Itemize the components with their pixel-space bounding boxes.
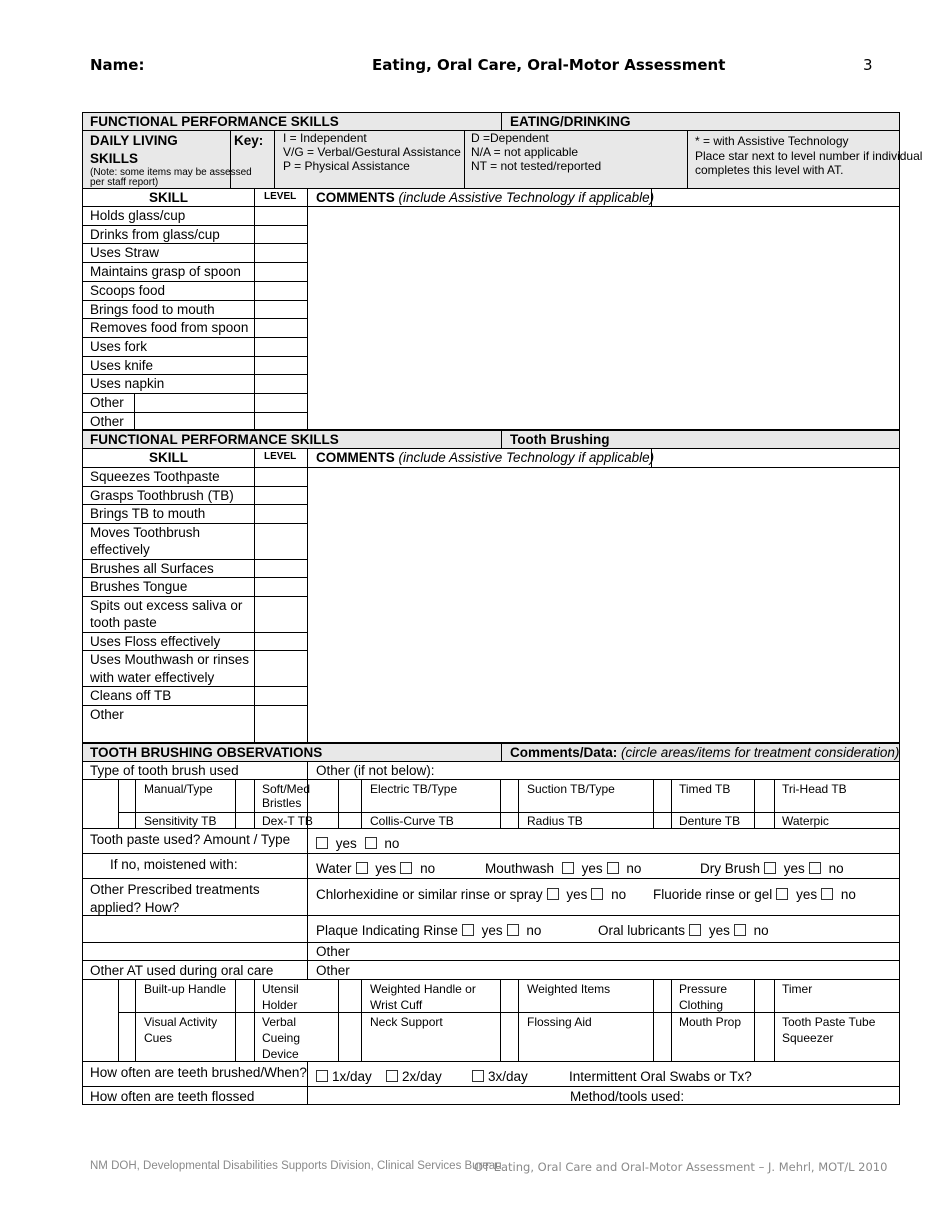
brush-dex-t: Dex-T TB	[262, 814, 313, 828]
frequency-options: 1x/day	[312, 1068, 372, 1085]
other-row-label: Other	[316, 944, 350, 959]
at-neck-support: Neck Support	[370, 1015, 443, 1029]
chlorhexidine-checkbox[interactable]	[547, 888, 559, 900]
paste-yes-checkbox[interactable]	[316, 837, 328, 849]
eating-section-topic: EATING/DRINKING	[510, 114, 631, 129]
plaque-checkbox[interactable]	[462, 924, 474, 936]
water-checkbox[interactable]	[356, 862, 368, 874]
at-flossing-aid: Flossing Aid	[527, 1015, 592, 1029]
skill-item: Uses Straw	[90, 245, 160, 261]
page-title: Eating, Oral Care, Oral-Motor Assessment	[372, 56, 726, 74]
skill-header: SKILL	[149, 190, 188, 205]
skill-item: Squeezes Toothpaste	[90, 469, 220, 484]
at-holder: Holder	[262, 998, 298, 1012]
skill-item: Uses knife	[90, 357, 154, 373]
at-utensil: Utensil	[262, 982, 299, 996]
skill-item: Brushes Tongue	[90, 579, 188, 594]
skill-item: Moves Toothbrush	[90, 524, 201, 540]
assessment-note-2: per staff report)	[90, 177, 159, 188]
at-visual-activity: Visual Activity	[144, 1015, 218, 1029]
method-label: Method/tools used:	[570, 1089, 685, 1104]
brush-type-label: Type of tooth brush used	[90, 763, 239, 778]
page-number: 3	[863, 56, 873, 74]
dry-brush-checkbox[interactable]	[764, 862, 776, 874]
brushing-section-topic: Tooth Brushing	[510, 432, 610, 447]
skill-item: Other	[90, 395, 124, 410]
assessment-note: (Note: some items may be assessed	[90, 167, 252, 178]
paste-options: yes no	[312, 835, 399, 852]
name-label: Name:	[90, 56, 145, 74]
mouthwash-checkbox[interactable]	[562, 862, 574, 874]
brushed-frequency-label: How often are teeth brushed/When?	[90, 1065, 307, 1080]
brush-soft-med: Soft/Med	[262, 782, 311, 796]
at-built-up-handle: Built-up Handle	[144, 982, 227, 996]
fluoride-options: Fluoride rinse or gel yes no	[653, 887, 856, 902]
skill-item: effectively	[90, 542, 150, 557]
chlorhexidine-options: Chlorhexidine or similar rinse or spray yes no	[316, 887, 627, 902]
freq-3x-checkbox[interactable]	[472, 1070, 484, 1082]
brushing-section-label: FUNCTIONAL PERFORMANCE SKILLS	[90, 432, 339, 447]
skill-item: Uses napkin	[90, 376, 165, 392]
comments-header: COMMENTS (include Assistive Technology if applicable)	[316, 190, 655, 205]
paste-label: Tooth paste used? Amount / Type	[90, 832, 291, 847]
plaque-options: Plaque Indicating Rinse yes no	[316, 923, 542, 938]
skill-item: Uses Floss effectively	[90, 633, 221, 649]
footer-right: OT Eating, Oral Care and Oral-Motor Assessment – J. Mehrl, MOT/L 2010	[474, 1160, 888, 1174]
skill-item: Spits out excess saliva or	[90, 597, 243, 613]
skill-item: with water effectively	[90, 669, 215, 685]
skill-item: Cleans off TB	[90, 688, 172, 703]
observations-section-label: TOOTH BRUSHING OBSERVATIONS	[90, 745, 323, 760]
other-brush-label: Other (if not below):	[316, 763, 435, 778]
eating-section-label: FUNCTIONAL PERFORMANCE SKILLS	[90, 114, 339, 129]
at-verbal: Verbal	[262, 1015, 297, 1029]
brush-timed: Timed TB	[679, 782, 731, 796]
key-not-tested: NT = not tested/reported	[471, 159, 602, 173]
comments-header: COMMENTS (include Assistive Technology if applicable)	[316, 450, 655, 465]
key-independent: I = Independent	[283, 131, 367, 145]
at-timer: Timer	[782, 982, 813, 996]
daily-living-label: DAILY LIVING	[90, 133, 178, 148]
skill-item: Holds glass/cup	[90, 208, 186, 223]
skill-item: Brushes all Surfaces	[90, 560, 214, 576]
flossed-frequency-label: How often are teeth flossed	[90, 1089, 255, 1104]
skill-item: Other	[90, 706, 124, 722]
prescribed-label-2: applied? How?	[90, 900, 180, 915]
at-device: Device	[262, 1047, 299, 1061]
water-options: Water yes no	[316, 861, 436, 876]
at-clothing: Clothing	[679, 998, 724, 1012]
brush-manual: Manual/Type	[144, 782, 213, 796]
key-star-instruction: Place star next to level number if individual	[695, 149, 923, 163]
brush-suction: Suction TB/Type	[527, 782, 615, 796]
dry-brush-yes-checkbox[interactable]	[809, 862, 821, 874]
at-cueing: Cueing	[262, 1031, 301, 1045]
other-at-label: Other AT used during oral care	[90, 963, 274, 978]
skill-header: SKILL	[149, 450, 188, 465]
oral-swabs-label: Intermittent Oral Swabs or Tx?	[569, 1069, 752, 1084]
brush-sensitivity: Sensitivity TB	[144, 814, 217, 828]
at-paste-tube: Tooth Paste Tube	[782, 1015, 876, 1029]
fluoride-yes-checkbox[interactable]	[821, 888, 833, 900]
plaque-yes-checkbox[interactable]	[507, 924, 519, 936]
brush-tri-head: Tri-Head TB	[782, 782, 847, 796]
chlorhexidine-yes-checkbox[interactable]	[591, 888, 603, 900]
at-pressure: Pressure	[679, 982, 728, 996]
at-wrist-cuff: Wrist Cuff	[370, 998, 423, 1012]
level-header: LEVEL	[264, 191, 297, 202]
key-not-applicable: N/A = not applicable	[471, 145, 579, 159]
skill-item: Drinks from glass/cup	[90, 226, 220, 242]
key-dependent: D =Dependent	[471, 131, 549, 145]
level-header: LEVEL	[264, 451, 297, 462]
lubricants-checkbox[interactable]	[689, 924, 701, 936]
brush-waterpic: Waterpic	[782, 814, 829, 828]
at-squeezer: Squeezer	[782, 1031, 834, 1045]
other-at-other: Other	[316, 963, 350, 978]
mouthwash-yes-checkbox[interactable]	[607, 862, 619, 874]
freq-1x-checkbox[interactable]	[316, 1070, 328, 1082]
fluoride-checkbox[interactable]	[776, 888, 788, 900]
skill-item: Scoops food	[90, 282, 166, 298]
key-verbal: V/G = Verbal/Gestural Assistance	[283, 145, 461, 159]
moistened-label: If no, moistened with:	[110, 857, 238, 872]
skill-item: Uses fork	[90, 338, 148, 354]
brush-electric: Electric TB/Type	[370, 782, 458, 796]
key-assistive-tech: * = with Assistive Technology	[695, 134, 849, 148]
lubricants-yes-checkbox[interactable]	[734, 924, 746, 936]
prescribed-label: Other Prescribed treatments	[90, 882, 260, 897]
paste-no-checkbox[interactable]	[365, 837, 377, 849]
key-star-instruction-2: completes this level with AT.	[695, 163, 844, 177]
footer-left: NM DOH, Developmental Disabilities Supports Division, Clinical Services Bureau	[90, 1160, 502, 1172]
water-yes-checkbox[interactable]	[400, 862, 412, 874]
dry-brush-options: Dry Brush yes no	[700, 861, 844, 876]
skills-label: SKILLS	[90, 151, 139, 166]
skill-item: Brings TB to mouth	[90, 506, 206, 521]
skill-item: Maintains grasp of spoon	[90, 264, 241, 280]
skill-item: Grasps Toothbrush (TB)	[90, 487, 234, 503]
brush-denture: Denture TB	[679, 814, 741, 828]
lubricants-options: Oral lubricants yes no	[598, 923, 769, 938]
at-mouth-prop: Mouth Prop	[679, 1015, 742, 1029]
skill-item: Brings food to mouth	[90, 301, 215, 317]
at-weighted-handle: Weighted Handle or	[370, 982, 476, 996]
at-weighted-items: Weighted Items	[527, 982, 611, 996]
mouthwash-options: Mouthwash yes no	[485, 861, 642, 876]
brush-radius: Radius TB	[527, 814, 583, 828]
key-physical: P = Physical Assistance	[283, 159, 410, 173]
brush-bristles: Bristles	[262, 796, 302, 810]
skill-item: Uses Mouthwash or rinses	[90, 652, 250, 667]
skill-item: Removes food from spoon	[90, 320, 249, 336]
skill-item: tooth paste	[90, 615, 157, 630]
observations-comments: Comments/Data: (circle areas/items for treatment consideration)	[510, 745, 900, 760]
freq-2x-checkbox[interactable]	[386, 1070, 398, 1082]
skill-item: Other	[90, 413, 124, 429]
at-cues: Cues	[144, 1031, 173, 1045]
key-label: Key:	[234, 133, 264, 148]
brush-collis-curve: Collis-Curve TB	[370, 814, 454, 828]
